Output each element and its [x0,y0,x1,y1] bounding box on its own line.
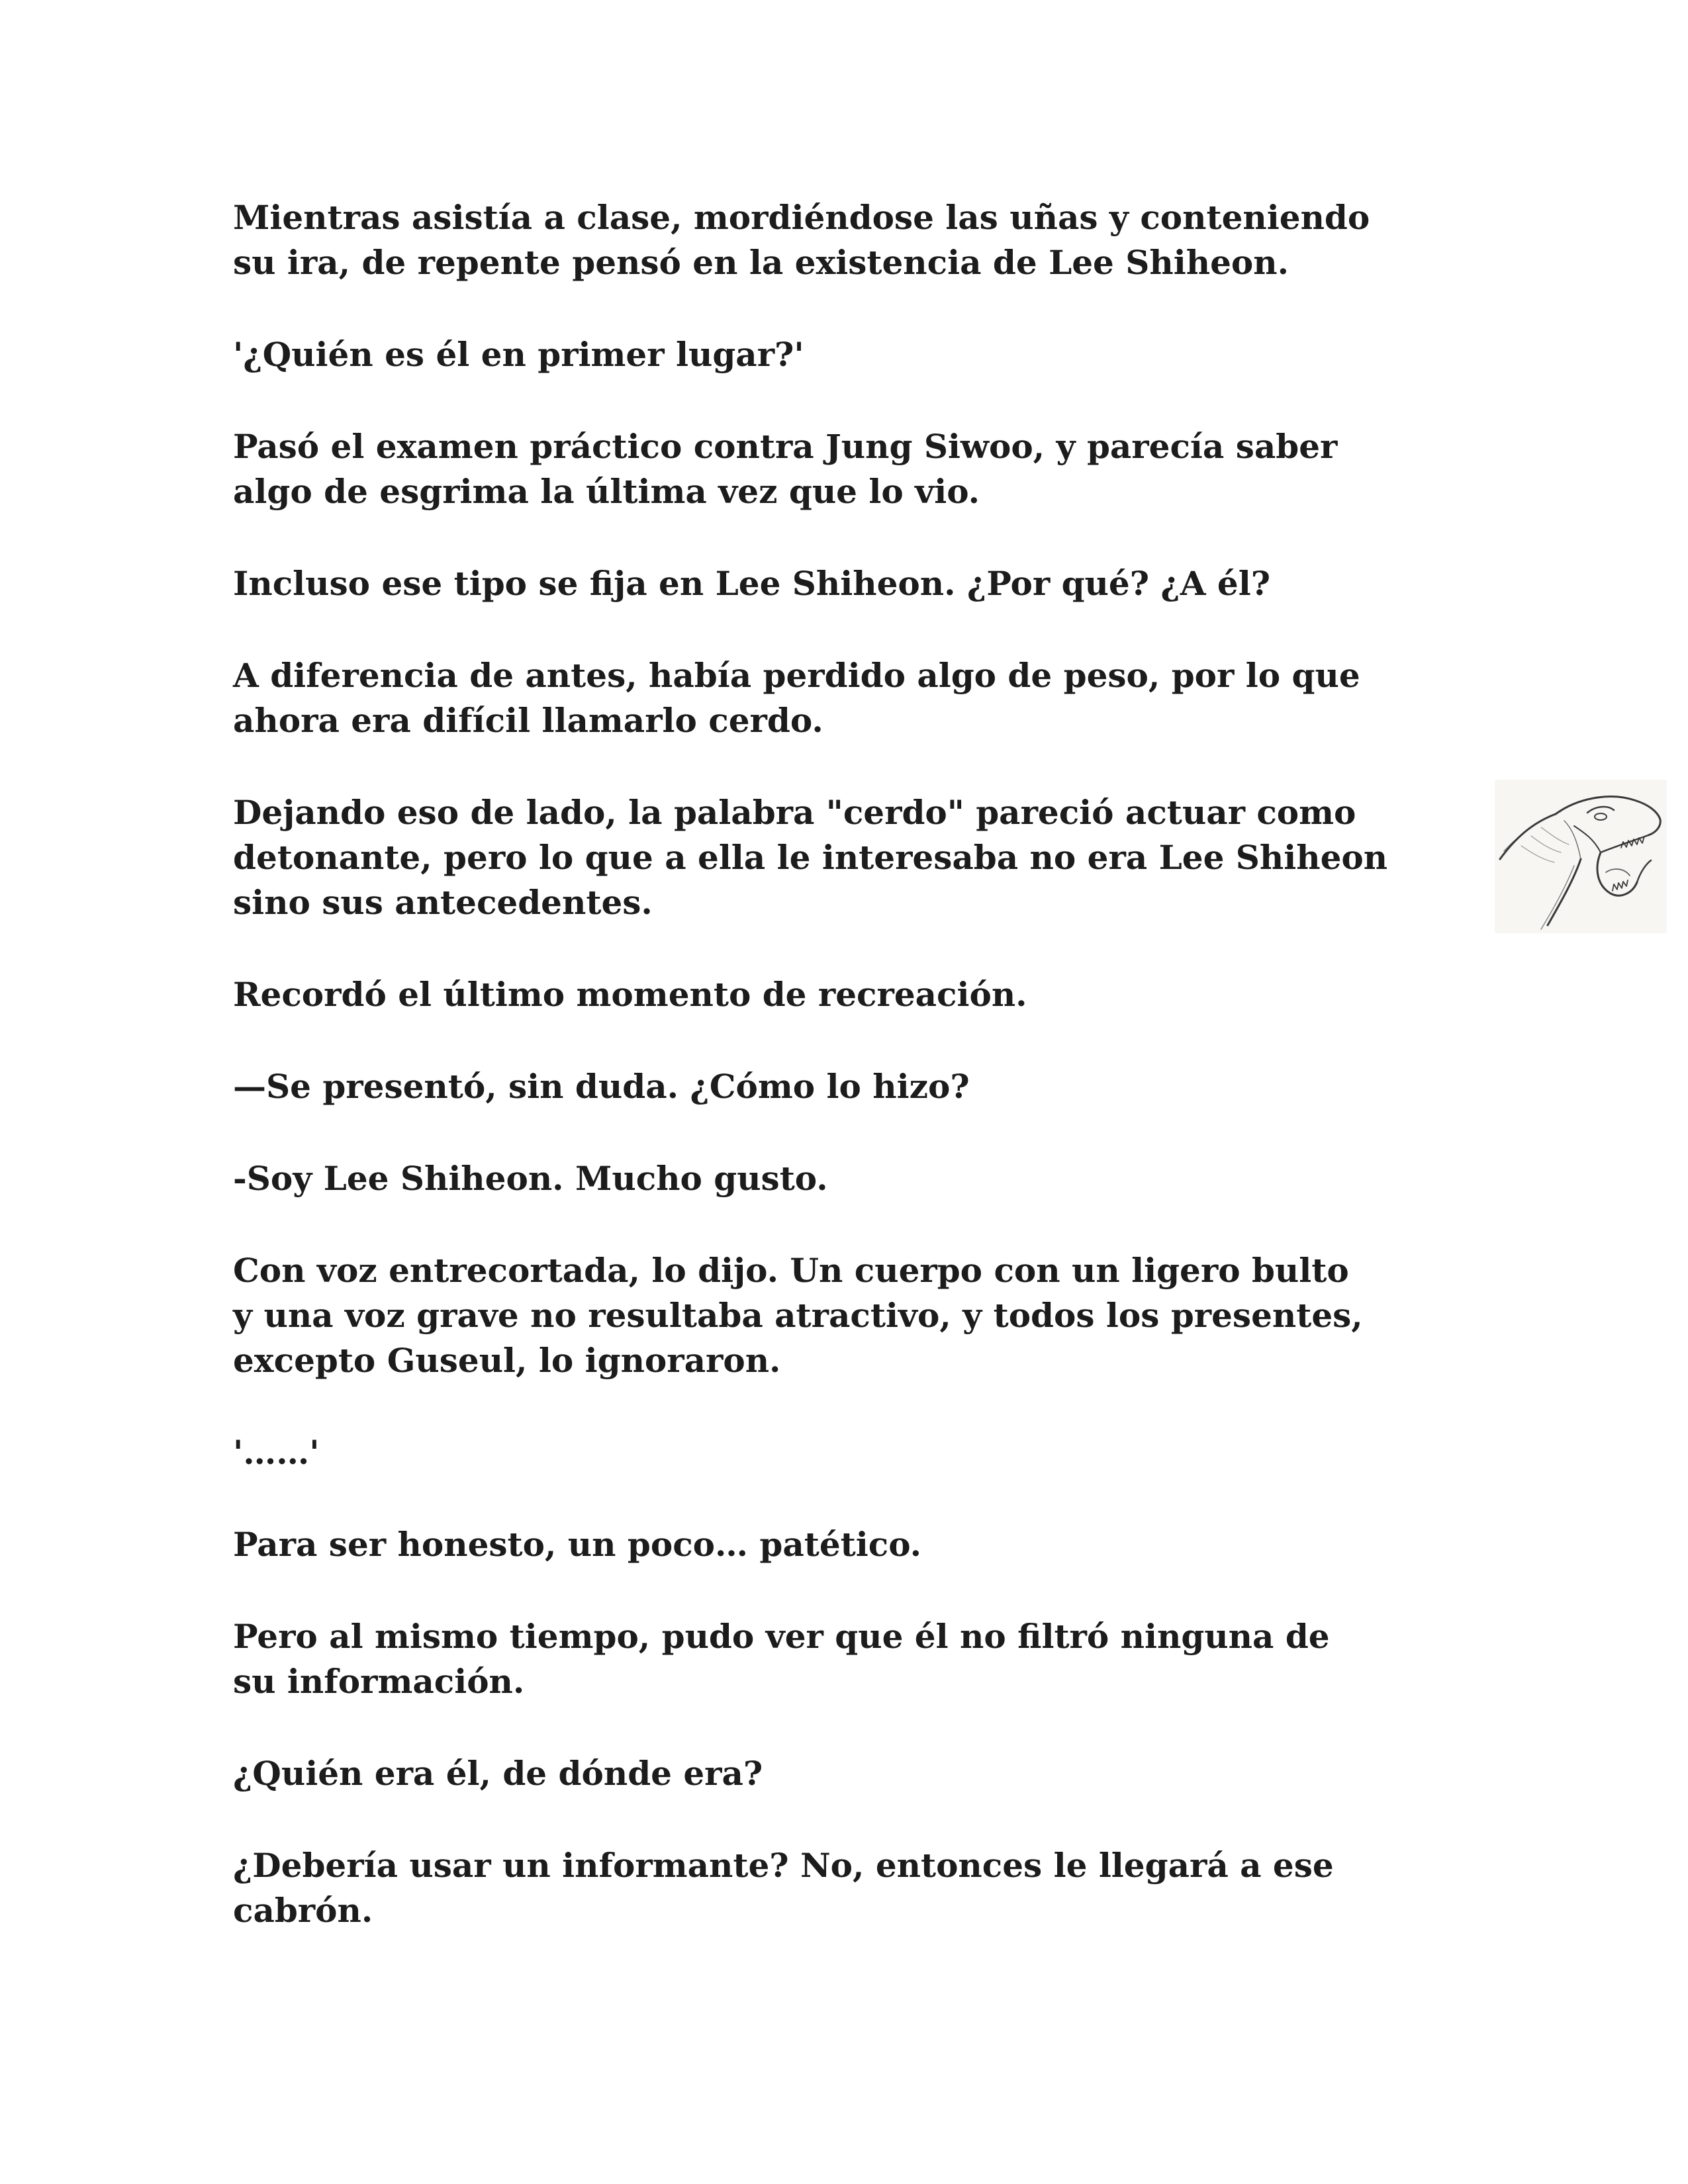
paragraph: A diferencia de antes, había perdido algo de peso, por lo que ahora era difícil llamarlo cerdo. [233,656,1360,740]
paragraph: '……' [233,1433,320,1472]
paragraph: Pasó el examen práctico contra Jung Siwoo, y parecía saber algo de esgrima la última vez que lo vio. [233,427,1338,511]
paragraph: Para ser honesto, un poco… patético. [233,1525,922,1564]
paragraph: Pero al mismo tiempo, pudo ver que él no filtró ninguna de su información. [233,1617,1330,1701]
paragraph: -Soy Lee Shiheon. Mucho gusto. [233,1159,828,1198]
paragraph: Recordó el último momento de recreación. [233,975,1027,1014]
paragraph: Incluso ese tipo se fija en Lee Shiheon. ¿Por qué? ¿A él? [233,564,1271,603]
paragraph: Dejando eso de lado, la palabra "cerdo" pareció actuar como detonante, pero lo que a ella le interesaba no era Lee Shiheon sino sus antecedentes. [233,793,1388,922]
paragraph: ¿Quién era él, de dónde era? [233,1754,763,1793]
paragraph: ¿Debería usar un informante? No, entonces le llegará a ese cabrón. [233,1846,1334,1930]
paragraph: —Se presentó, sin duda. ¿Cómo lo hizo? [233,1067,970,1106]
paragraph: '¿Quién es él en primer lugar?' [233,335,804,374]
text-body [233,195,1458,1980]
dinosaur-sketch-icon [1495,780,1667,933]
paragraph: Mientras asistía a clase, mordiéndose las uñas y conteniendo su ira, de repente pensó en la existencia de Lee Shiheon. [233,198,1370,282]
paragraph: Con voz entrecortada, lo dijo. Un cuerpo con un ligero bulto y una voz grave no resultaba atractivo, y todos los presentes, excepto Guseul, lo ignoraron. [233,1251,1363,1380]
